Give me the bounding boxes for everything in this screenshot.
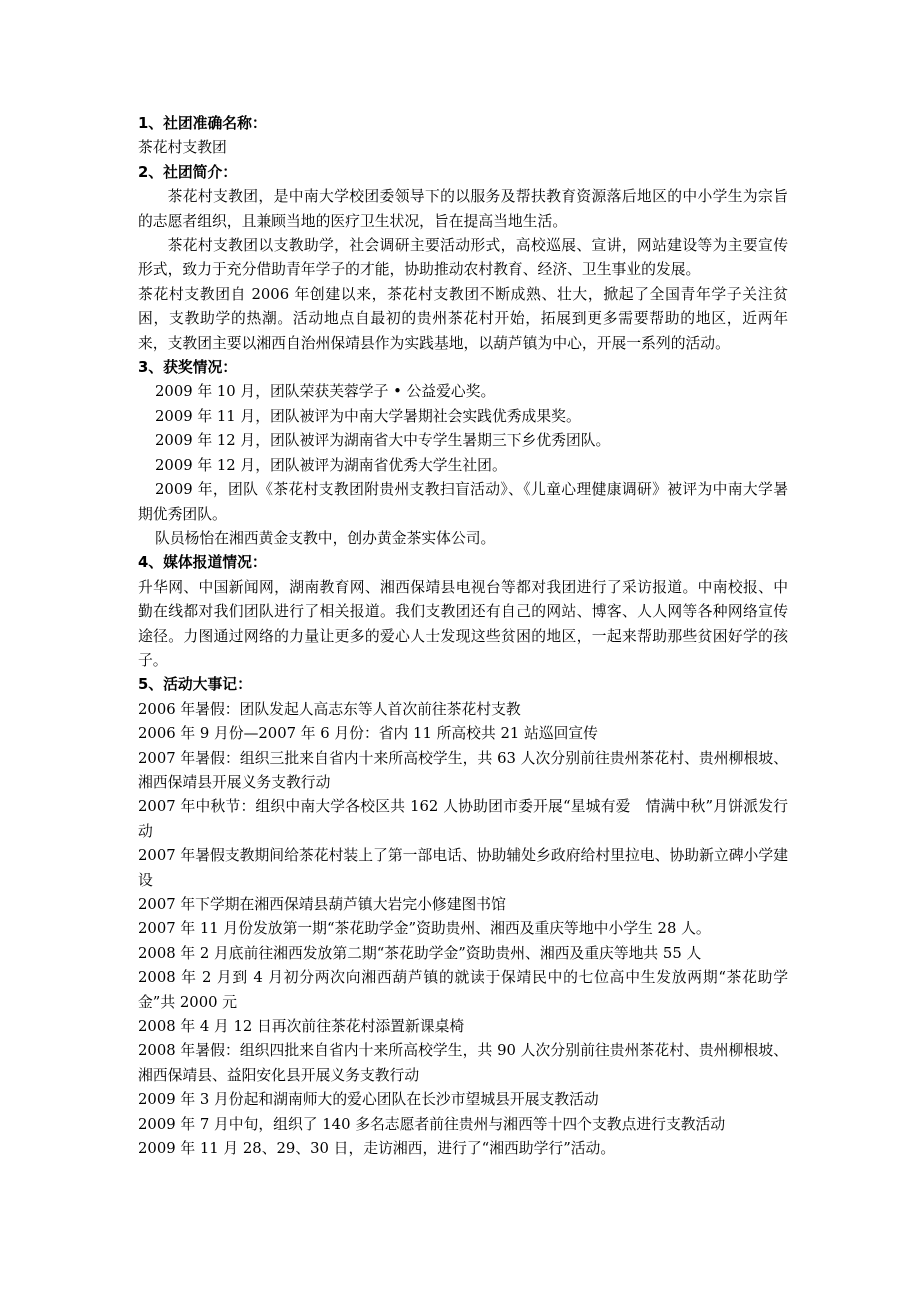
award-item: 2009 年 11 月，团队被评为中南大学暑期社会实践优秀成果奖。 [155,407,581,425]
event-item: 2008 年 4 月 12 日再次前往茶花村添置新课桌椅 [138,1018,465,1036]
event-item: 2008 年 2 月到 4 月初分两次向湘西葫芦镇的就读于保靖民中的七位高中生发放两期“茶花助学金”共 2000 元 [138,969,788,1011]
event-item: 2007 年 11 月份发放第一期“茶花助学金”资助贵州、湘西及重庆等地中小学生 28 人。 [138,920,711,938]
section1-heading: 1、社团准确名称： [138,115,267,132]
section2-heading: 2、社团简介： [138,163,238,181]
intro-paragraph: 茶花村支教团以支教助学，社会调研主要活动形式，高校巡展、宣讲，网站建设等为主要宣传形式，致力于充分借助青年学子的才能，协助推动农村教育、经济、卫生事业的发展。 [138,237,788,279]
event-item: 2006 年暑假：团队发起人高志东等人首次前往茶花村支教 [138,700,521,718]
award-item: 2009 年 12 月，团队被评为湖南省大中专学生暑期三下乡优秀团队。 [155,432,611,450]
section4-heading: 4、媒体报道情况： [138,554,267,572]
event-item: 2008 年 2 月底前往湘西发放第二期“茶花助学金”资助贵州、湘西及重庆等地共 55 人 [138,944,702,962]
award-item: 2009 年 10 月，团队荣获芙蓉学子 • 公益爱心奖。 [155,383,496,401]
media-paragraph: 升华网、中国新闻网，湖南教育网、湘西保靖县电视台等都对我团进行了采访报道。中南校报、中勤在线都对我们团队进行了相关报道。我们支教团还有自己的网站、博客、人人网等各种网络宣传途径。力图通过网络的力量让更多的爱心人士发现这些贫困的地区，一起来帮助那些贫困好学的孩子。 [138,578,788,669]
event-item: 2009 年 3 月份起和湖南师大的爱心团队在长沙市望城县开展支教活动 [138,1091,599,1109]
event-item: 2008 年暑假：组织四批来自省内十来所高校学生，共 90 人次分别前往贵州茶花村、贵州柳根坡、湘西保靖县、益阳安化县开展义务支教行动 [138,1042,788,1084]
event-item: 2009 年 11 月 28、29、30 日，走访湘西，进行了“湘西助学行”活动。 [138,1140,616,1158]
award-item: 2009 年，团队《茶花村支教团附贵州支教扫盲活动》、《儿童心理健康调研》被评为中南大学暑期优秀团队。 [138,481,788,523]
document-page [138,112,788,1161]
intro-paragraph: 茶花村支教团自 2006 年创建以来，茶花村支教团不断成熟、壮大，掀起了全国青年学子关注贫困，支教助学的热潮。活动地点自最初的贵州茶花村开始，拓展到更多需要帮助的地区，近两年来，支教团主要以湘西自治州保靖县作为实践基地，以葫芦镇为中心，开展一系列的活动。 [138,285,788,352]
event-item: 2007 年暑假：组织三批来自省内十来所高校学生，共 63 人次分别前往贵州茶花村、贵州柳根坡、湘西保靖县开展义务支教行动 [138,749,788,791]
section5-heading: 5、活动大事记： [138,676,252,694]
event-item: 2009 年 7 月中旬，组织了 140 多名志愿者前往贵州与湘西等十四个支教点进行支教活动 [138,1115,726,1133]
event-item: 2007 年暑假支教期间给茶花村装上了第一部电话、协助辅处乡政府给村里拉电、协助新立碑小学建设 [138,847,788,889]
club-name: 茶花村支教团 [138,139,227,157]
event-item: 2007 年下学期在湘西保靖县葫芦镇大岩完小修建图书馆 [138,896,506,913]
award-item: 2009 年 12 月，团队被评为湖南省优秀大学生社团。 [155,456,507,474]
event-item: 2006 年 9 月份—2007 年 6 月份：省内 11 所高校共 21 站巡回宣传 [138,725,598,743]
event-item: 2007 年中秋节：组织中南大学各校区共 162 人协助团市委开展“星城有爱 情满中秋”月饼派发行动 [138,798,788,840]
intro-paragraph: 茶花村支教团，是中南大学校团委领导下的以服务及帮扶教育资源落后地区的中小学生为宗旨的志愿者组织，且兼顾当地的医疗卫生状况，旨在提高当地生活。 [138,188,788,230]
section3-heading: 3、获奖情况： [138,359,238,377]
award-item: 队员杨怡在湘西黄金支教中，创办黄金茶实体公司。 [155,529,496,547]
